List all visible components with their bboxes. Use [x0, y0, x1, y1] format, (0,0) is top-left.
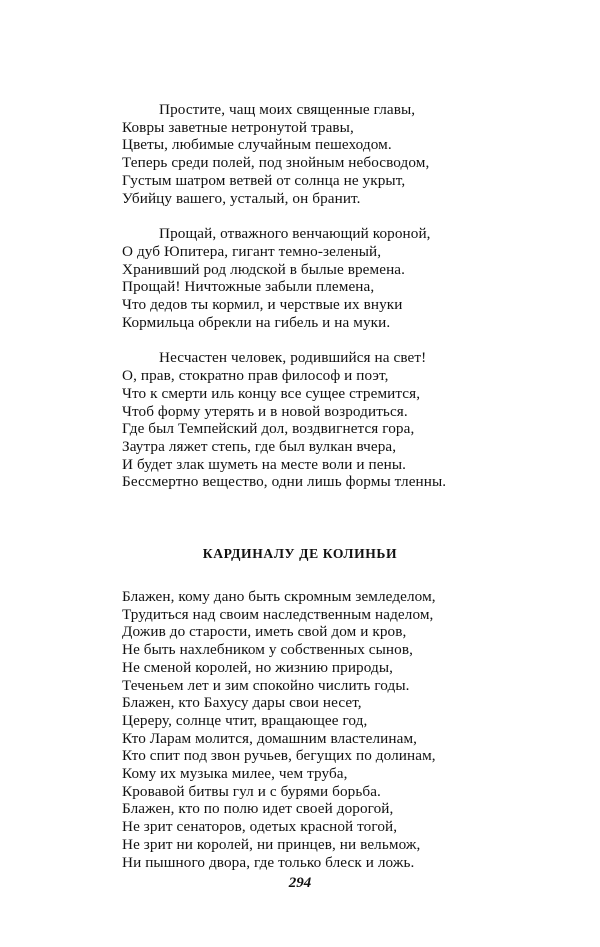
stanza-3 — [122, 349, 542, 491]
poem-line: Не зрит ни королей, ни принцев, ни вельмож, — [122, 835, 421, 853]
poem-line: Не сменой королей, но жизнию природы, — [122, 658, 394, 676]
stanza-main — [122, 588, 542, 871]
poem-line: Блажен, кому дано быть скромным земледелом, — [122, 588, 436, 605]
poem-line: Цветы, любимые случайным пешеходом. — [122, 136, 392, 154]
poem-line: О, прав, стократно прав философ и поэт, — [122, 367, 389, 385]
stanza-gap — [122, 331, 542, 349]
poem-line: Не быть нахлебником у собственных сынов, — [122, 641, 414, 659]
poem-line: Убийцу вашего, усталый, он бранит. — [122, 189, 361, 207]
page-number: 294 — [288, 875, 312, 891]
poem-line: Что дедов ты кормил, и черствые их внуки — [122, 296, 403, 314]
poem-line: Где был Темпейский дол, воздвигнется гора, — [122, 420, 415, 438]
poem-line: Кто Ларам молится, домашним властелинам, — [122, 729, 418, 747]
poem-line: Блажен, кто Бахусу дары свои несет, — [122, 694, 362, 712]
poem-line: Прощай, отважного венчающий короной, — [159, 225, 431, 243]
poem-continuation — [122, 101, 542, 491]
poem-line: Кровавой битвы гул и с бурями борьба. — [122, 782, 381, 800]
stanza-2 — [122, 225, 542, 331]
poem-line: Теперь среди полей, под знойным небосводом, — [122, 154, 430, 172]
poem-line: Кто спит под звон ручьев, бегущих по долинам, — [122, 747, 436, 765]
poem-line: Прощай! Ничтожные забыли племена, — [122, 278, 375, 296]
stanza-1 — [122, 101, 542, 207]
poem-line: Густым шатром ветвей от солнца не укрыт, — [122, 171, 406, 189]
poem-line: Простите, чащ моих священные главы, — [159, 101, 416, 118]
poem-line: Что к смерти иль концу все сущее стремится, — [122, 384, 421, 402]
poem-line: Блажен, кто по полю идет своей дорогой, — [122, 800, 394, 818]
poem-line: Цереру, солнце чтит, вращающее год, — [122, 711, 368, 729]
poem-line: Чтоб форму утерять и в новой возродиться. — [122, 402, 408, 420]
stanza-gap — [122, 207, 542, 225]
poem-line: Несчастен человек, родившийся на свет! — [159, 349, 427, 367]
poem-line: Хранивший род людской в былые времена. — [122, 260, 406, 278]
poem-title: КАРДИНАЛУ ДЕ КОЛИНЬИ — [202, 546, 398, 561]
poem-line: Теченьем лет и зим спокойно числить годы. — [122, 676, 410, 694]
poem-line: Заутра ляжет степь, где был вулкан вчера, — [122, 437, 397, 455]
poem-line: Кормильца обрекли на гибель и на муки. — [122, 313, 391, 331]
poem-line: Бессмертно вещество, одни лишь формы тленны. — [122, 473, 447, 491]
poem-line: И будет злак шуметь на месте воли и пены. — [122, 455, 407, 473]
poem-line: Ковры заветные нетронутой травы, — [122, 118, 354, 136]
poem-line: Дожив до старости, иметь свой дом и кров, — [122, 623, 407, 641]
poem-line: О дуб Юпитера, гигант темно-зеленый, — [122, 242, 382, 260]
poem-second — [122, 588, 542, 871]
poem-line: Кому их музыка милее, чем труба, — [122, 765, 348, 783]
poem-line: Ни пышного двора, где только блеск и ложь. — [122, 853, 415, 871]
poem-line: Трудиться над своим наследственным наделом, — [122, 605, 434, 623]
poem-line: Не зрит сенаторов, одетых красной тогой, — [122, 818, 398, 836]
